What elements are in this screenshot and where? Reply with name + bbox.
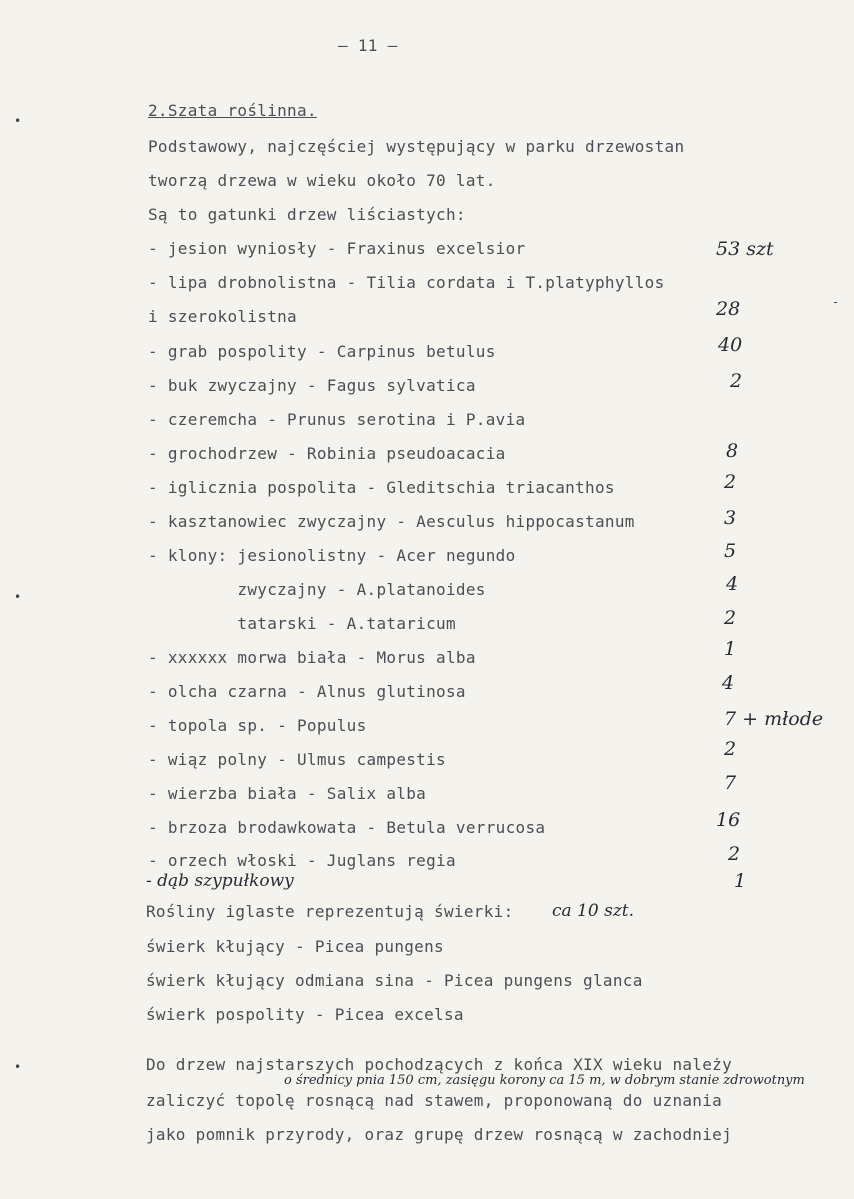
- species-line: - brzoza brodawkowata - Betula verrucosa: [148, 818, 546, 837]
- intro-line-1: Podstawowy, najczęściej występujący w parku drzewostan: [148, 137, 685, 156]
- species-line: - czeremcha - Prunus serotina i P.avia: [148, 410, 526, 429]
- species-line: - jesion wyniosły - Fraxinus excelsior: [148, 239, 526, 258]
- species-count: 2: [724, 471, 737, 493]
- intro-line-3: Są to gatunki drzew liściastych:: [148, 205, 466, 224]
- species-line: - iglicznia pospolita - Gleditschia triacanthos: [148, 478, 615, 497]
- species-count: 2: [724, 738, 737, 760]
- species-count: 2: [730, 370, 743, 392]
- species-count: 8: [726, 440, 739, 462]
- handwritten-species: - dąb szypułkowy: [146, 871, 294, 891]
- species-line: - grab pospolity - Carpinus betulus: [148, 342, 496, 361]
- species-line: - grochodrzew - Robinia pseudoacacia: [148, 444, 506, 463]
- species-line: i szerokolistna: [148, 307, 297, 326]
- species-line: tatarski - A.tataricum: [148, 614, 456, 633]
- species-line: zwyczajny - A.platanoides: [148, 580, 486, 599]
- species-count: 2: [724, 607, 737, 629]
- conifer-line: świerk kłujący odmiana sina - Picea pungens glanca: [146, 971, 643, 990]
- species-count: 5: [724, 540, 737, 562]
- species-line: - olcha czarna - Alnus glutinosa: [148, 682, 466, 701]
- final-line-1: Do drzew najstarszych pochodzących z końca XIX wieku należy: [146, 1055, 733, 1074]
- conifers-intro: Rośliny iglaste reprezentują świerki:: [146, 902, 514, 921]
- species-line: - wiąz polny - Ulmus campestis: [148, 750, 446, 769]
- margin-mark: •: [14, 114, 22, 128]
- species-count: 28: [716, 298, 741, 320]
- margin-mark: •: [14, 590, 22, 604]
- final-annotation: o średnicy pnia 150 cm, zasięgu korony ca 15 m, w dobrym stanie zdrowotnym: [284, 1073, 805, 1088]
- species-line: - klony: jesionolistny - Acer negundo: [148, 546, 516, 565]
- margin-mark: -: [832, 295, 840, 309]
- species-line: - xxxxxx morwa biała - Morus alba: [148, 648, 476, 667]
- species-count: 4: [726, 573, 739, 595]
- species-count: 1: [724, 638, 737, 660]
- final-line-3: jako pomnik przyrody, oraz grupę drzew rosnącą w zachodniej: [146, 1125, 733, 1144]
- conifer-line: świerk kłujący - Picea pungens: [146, 937, 444, 956]
- species-line: - wierzba biała - Salix alba: [148, 784, 427, 803]
- species-line: - kasztanowiec zwyczajny - Aesculus hippocastanum: [148, 512, 635, 531]
- species-count: 3: [724, 507, 737, 529]
- species-count: 2: [728, 843, 741, 865]
- species-count: 16: [716, 809, 741, 831]
- species-count: 4: [722, 672, 735, 694]
- final-line-2: zaliczyć topolę rosnącą nad stawem, proponowaną do uznania: [146, 1091, 723, 1110]
- species-line: - orzech włoski - Juglans regia: [148, 851, 456, 870]
- margin-mark: •: [14, 1060, 22, 1074]
- page-number: – 11 –: [338, 36, 398, 55]
- section-title: 2.Szata roślinna.: [148, 101, 317, 120]
- species-count: 7: [724, 772, 737, 794]
- conifer-line: świerk pospolity - Picea excelsa: [146, 1005, 464, 1024]
- intro-line-2: tworzą drzewa w wieku około 70 lat.: [148, 171, 496, 190]
- species-line: - topola sp. - Populus: [148, 716, 367, 735]
- conifers-note: ca 10 szt.: [552, 901, 635, 921]
- species-count: 40: [718, 334, 743, 356]
- handwritten-species-count: 1: [734, 870, 747, 892]
- species-line: - lipa drobnolistna - Tilia cordata i T.platyphyllos: [148, 273, 665, 292]
- species-line: - buk zwyczajny - Fagus sylvatica: [148, 376, 476, 395]
- species-count: 7 + młode: [724, 708, 824, 730]
- species-count: 53 szt: [716, 238, 774, 260]
